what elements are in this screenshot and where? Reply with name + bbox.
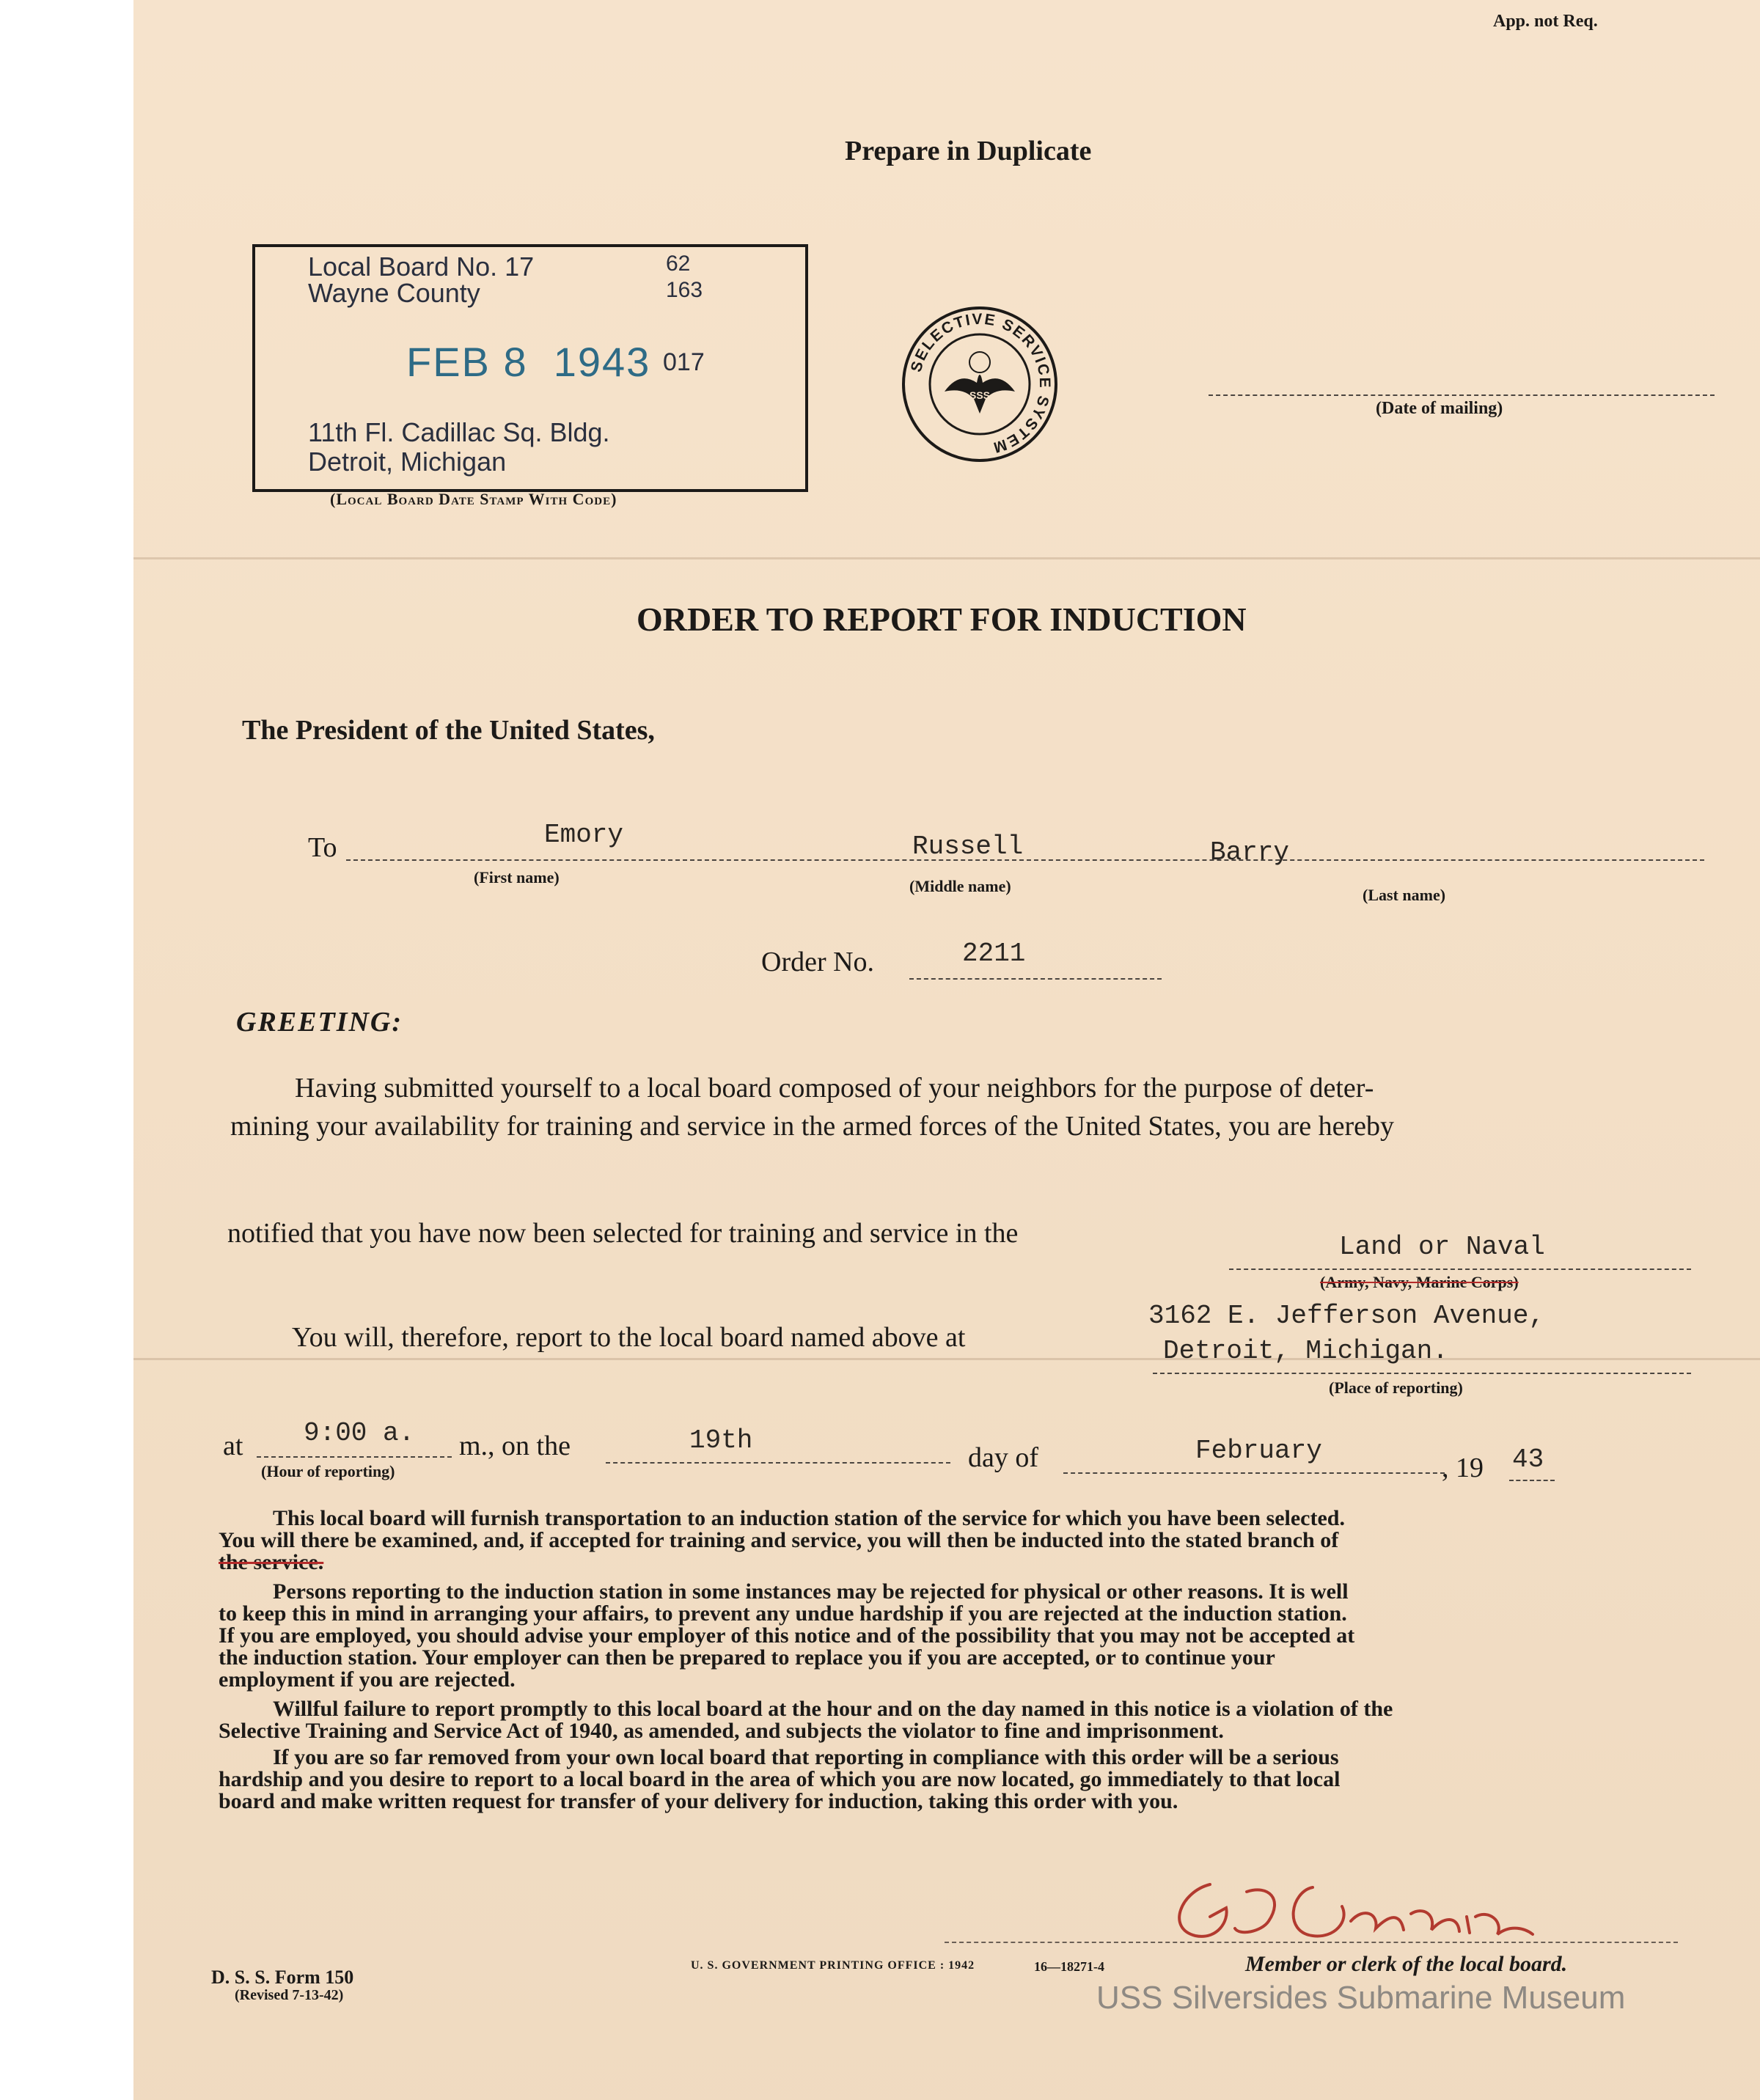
paragraph-willful-failure [219, 1698, 1393, 1742]
app-note: App. not Req. [1493, 12, 1598, 31]
stamp-board-line: Local Board No. 17 [308, 252, 535, 282]
month-value: February [1195, 1436, 1322, 1466]
hour-label: (Hour of reporting) [261, 1462, 395, 1480]
para3-line: the induction station. Your employer can then be prepared to replace you if you are accepted, or to continue your [219, 1645, 1275, 1670]
stamp-code-1: 62 [666, 252, 691, 276]
first-name-value: Emory [544, 820, 624, 850]
signature-label: Member or clerk of the local board. [1245, 1952, 1568, 1976]
printing-office: U. S. GOVERNMENT PRINTING OFFICE : 1942 [691, 1959, 975, 1972]
stamp-county-line: Wayne County [308, 278, 480, 308]
last-name-label: (Last name) [1363, 886, 1446, 904]
print-code: 16—18271-4 [1034, 1959, 1104, 1974]
para4-line: Willful failure to report promptly to this local board at the hour and on the day named in this notice is a violation of the [273, 1697, 1393, 1721]
date-of-mailing-label: (Date of mailing) [1376, 399, 1503, 418]
branch-label: (Army, Navy, Marine Corps) [1320, 1273, 1519, 1291]
para3-line: employment if you are rejected. [219, 1667, 516, 1692]
stamp-date: FEB 8 1943 [406, 339, 651, 385]
para1-line2: mining your availability for training and service in the armed forces of the United States, you are hereby [230, 1111, 1395, 1142]
last-name-value: Barry [1210, 837, 1290, 867]
name-line [346, 859, 1704, 861]
day-value: 19th [689, 1425, 753, 1455]
at-label: at [223, 1431, 243, 1461]
form-title: ORDER TO REPORT FOR INDUCTION [637, 601, 1247, 638]
year-line [1509, 1480, 1555, 1481]
date-of-mailing-line [1209, 394, 1715, 396]
month-line [1063, 1472, 1445, 1474]
order-no-label: Order No. [761, 947, 875, 977]
order-no-line [909, 978, 1162, 980]
stamp-address-line: 11th Fl. Cadillac Sq. Bldg. [308, 417, 610, 447]
para3-line: Persons reporting to the induction station in some instances may be rejected for physical or other reasons. It is well [273, 1579, 1349, 1604]
place-line [1153, 1373, 1691, 1374]
para5-line: hardship and you desire to report to a local board in the area of which you are now located, go immediately to that local [219, 1767, 1341, 1791]
para5-line: If you are so far removed from your own local board that reporting in compliance with this order will be a serious [273, 1745, 1339, 1769]
place-label: (Place of reporting) [1329, 1378, 1463, 1397]
hour-line [257, 1456, 452, 1458]
selective-service-seal [901, 305, 1059, 463]
para2-line: You will there be examined, and, if accepted for training and service, you will then be inducted into the stated branch of [219, 1528, 1339, 1552]
hour-value: 9:00 a. [304, 1418, 415, 1448]
para1-line3: notified that you have now been selected for training and service in the [227, 1218, 1019, 1249]
para5-line: board and make written request for transfer of your delivery for induction, taking this order with you. [219, 1789, 1178, 1813]
salutation: The President of the United States, [242, 715, 655, 746]
m-on-the: m., on the [459, 1431, 571, 1461]
seal-center-text: SSS [969, 389, 991, 401]
para4-line: Selective Training and Service Act of 1940, as amended, and subjects the violator to fine and imprisonment. [219, 1719, 1224, 1743]
stamp-caption: (Local Board Date Stamp With Code) [330, 490, 617, 508]
place-line2-value: Detroit, Michigan. [1163, 1336, 1448, 1366]
stamp-code-2: 163 [666, 278, 703, 302]
signature-line [945, 1942, 1678, 1943]
prepare-heading: Prepare in Duplicate [845, 136, 1092, 166]
branch-line [1229, 1269, 1691, 1270]
paper-fold-line [133, 557, 1760, 559]
day-of: day of [968, 1442, 1039, 1473]
report-text: You will, therefore, report to the local board named above at [292, 1322, 966, 1353]
greeting: GREETING: [236, 1007, 403, 1038]
paragraph-transportation [219, 1508, 1345, 1574]
branch-value: Land or Naval [1339, 1232, 1545, 1262]
first-name-label: (First name) [474, 868, 560, 886]
form-revised: (Revised 7-13-42) [235, 1987, 344, 2003]
form-name: D. S. S. Form 150 [211, 1967, 354, 1988]
para2-line: This local board will furnish transportation to an induction station of the service for which you have been selected. [273, 1506, 1345, 1530]
museum-watermark: USS Silversides Submarine Museum [1096, 1980, 1626, 2016]
middle-name-value: Russell [912, 831, 1024, 862]
paragraph-rejection [219, 1581, 1354, 1691]
day-line [606, 1462, 950, 1464]
middle-name-label: (Middle name) [909, 877, 1011, 895]
clerk-signature [1159, 1862, 1569, 1958]
local-board-date-stamp [252, 244, 808, 492]
place-line1-value: 3162 E. Jefferson Avenue, [1148, 1301, 1545, 1331]
year-value: 43 [1512, 1444, 1544, 1475]
para3-line: to keep this in mind in arranging your affairs, to prevent any undue hardship if you are rejected at the induction station. [219, 1601, 1347, 1626]
seal-ring-text: SELECTIVE SERVICE SYSTEM [907, 310, 1054, 457]
order-no-value: 2211 [962, 939, 1026, 969]
para2-line: the service. [219, 1550, 324, 1574]
stamp-code-3: 017 [663, 348, 705, 376]
to-label: To [308, 832, 337, 863]
para3-line: If you are employed, you should advise your employer of this notice and of the possibility that you may not be accepted at [219, 1623, 1355, 1648]
year-prefix: , 19 [1442, 1453, 1484, 1483]
paper-fold-line [133, 1358, 1760, 1360]
stamp-city-line: Detroit, Michigan [308, 447, 507, 477]
paragraph-transfer [219, 1747, 1340, 1813]
para1-line1: Having submitted yourself to a local board composed of your neighbors for the purpose of deter- [295, 1073, 1374, 1104]
